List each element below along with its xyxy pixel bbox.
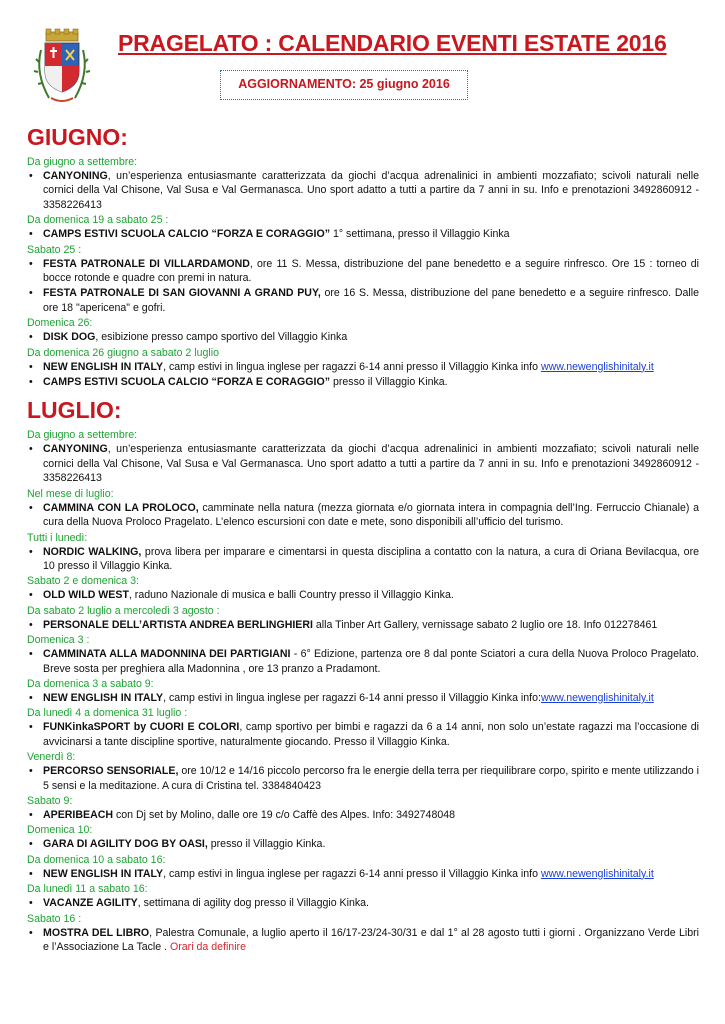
- event-description: 1° settimana, presso il Villaggio Kinka: [330, 228, 510, 241]
- event-name: MOSTRA DEL LIBRO: [43, 926, 150, 939]
- event-name: VACANZE AGILITY: [43, 897, 138, 910]
- event-description: camminate nella natura (mezza giornata e/o giornata intera in compagnia dell’Ing. Ferruccio Chianale) a cura della Nuova Proloco Pragelato. L’elenco escursioni con date e mete, sono disponibili all’ufficio del turismo.: [43, 501, 699, 529]
- event-name: GARA DI AGILITY DOG BY OASI,: [43, 838, 208, 851]
- event-date: Da domenica 26 giugno a sabato 2 luglio: [27, 346, 220, 359]
- event-date: Sabato 25 :: [27, 243, 82, 256]
- bullet-icon: •: [29, 287, 33, 300]
- event-item: [27, 691, 699, 705]
- event-description: , camp estivi in lingua inglese per ragazzi 6-14 anni presso il Villaggio Kinka info:: [163, 691, 541, 704]
- event-name: NEW ENGLISH IN ITALY: [43, 691, 164, 704]
- event-description: ore 16 S. Messa, distribuzione del pane benedetto e a seguire rinfresco. Dalle ore 18 "apericena" e gofri.: [43, 287, 699, 314]
- event-name: CAMMINA CON LA PROLOCO,: [43, 501, 199, 514]
- bullet-icon: •: [29, 501, 33, 514]
- event-date: Da lunedì 11 a sabato 16:: [27, 883, 148, 896]
- event-description: , un’esperienza entusiasmante caratterizzata da giochi d’acqua adrenalinici in ambienti mozzafiato; scivoli naturali nelle cornici della Val Chisone, Val Susa e Val Germanasca. Uno sport adatto a tutti a partire da 7 anni in su. Info e prenotazioni 3492860912 - 3358226413: [43, 443, 699, 485]
- page-title: PRAGELATO : CALENDARIO EVENTI ESTATE 2016: [118, 30, 667, 56]
- event-date: Sabato 9:: [27, 794, 73, 807]
- website-link[interactable]: www.newenglishinitaly.it: [540, 691, 654, 704]
- event-date: Da sabato 2 luglio a mercoledì 3 agosto :: [27, 604, 220, 617]
- bullet-icon: •: [29, 867, 33, 880]
- event-description: alla Tinber Art Gallery, vernissage sabato 2 luglio ore 18. Info 012278461: [312, 618, 658, 631]
- event-item: [27, 588, 699, 602]
- event-item: [27, 545, 699, 574]
- event-item: [27, 330, 699, 344]
- bullet-icon: •: [29, 360, 33, 373]
- event-item: [27, 227, 699, 241]
- event-date: Domenica 10:: [27, 824, 93, 837]
- bullet-icon: •: [29, 545, 33, 558]
- update-date-box: AGGIORNAMENTO: 25 giugno 2016: [220, 70, 468, 100]
- event-date: Da domenica 10 a sabato 16:: [27, 853, 166, 866]
- event-name: NEW ENGLISH IN ITALY: [43, 867, 164, 880]
- event-item: [27, 257, 699, 286]
- event-description: prova libera per imparare e cimentarsi in questa disciplina a contatto con la natura, a cura di Oriana Bevilacqua, ore 10 presso il Villaggio Kinka.: [43, 545, 699, 572]
- event-item: [27, 808, 699, 822]
- bullet-icon: •: [29, 926, 33, 939]
- event-item: [27, 867, 699, 881]
- event-description: , camp estivi in lingua inglese per ragazzi 6-14 anni presso il Villaggio Kinka info: [163, 867, 541, 880]
- event-item: [27, 286, 699, 315]
- event-item: [27, 764, 699, 793]
- event-name: FESTA PATRONALE DI VILLARDAMOND: [43, 257, 250, 270]
- event-description: , raduno Nazionale di musica e balli Country presso il Villaggio Kinka.: [128, 589, 454, 602]
- event-description: con Dj set by Molino, dalle ore 19 c/o Caffè des Alpes. Info: 3492748048: [113, 808, 456, 821]
- event-item: [27, 720, 699, 749]
- event-name: CANYONING: [43, 443, 108, 456]
- event-date: Tutti i lunedì:: [27, 531, 88, 544]
- bullet-icon: •: [29, 691, 33, 704]
- event-date: Da domenica 3 a sabato 9:: [27, 677, 154, 690]
- website-link[interactable]: www.newenglishinitaly.it: [540, 867, 654, 880]
- event-date: Da domenica 19 a sabato 25 :: [27, 214, 169, 227]
- event-description: , settimana di agility dog presso il Villaggio Kinka.: [137, 897, 369, 910]
- event-item: [27, 442, 699, 485]
- month-heading: LUGLIO:: [27, 397, 122, 424]
- event-name: PERCORSO SENSORIALE,: [43, 765, 179, 778]
- bullet-icon: •: [29, 618, 33, 631]
- event-name: CAMMINATA ALLA MADONNINA DEI PARTIGIANI: [43, 648, 291, 661]
- event-description: ore 10/12 e 14/16 piccolo percorso fra le energie della terra per riequilibrare corpo, spirito e mente utilizzando i 5 sensi e la meditazione. A cura di Cristina tel. 3384840423: [43, 765, 699, 792]
- month-heading: GIUGNO:: [27, 124, 128, 150]
- bullet-icon: •: [29, 838, 33, 851]
- event-name: CAMPS ESTIVI SCUOLA CALCIO “FORZA E CORAGGIO”: [43, 228, 331, 241]
- event-item: [27, 926, 699, 955]
- event-date: Da giugno a settembre:: [27, 156, 138, 168]
- bullet-icon: •: [29, 721, 33, 734]
- bullet-icon: •: [29, 648, 33, 661]
- event-item: [27, 360, 699, 374]
- event-description: presso il Villaggio Kinka.: [207, 838, 326, 851]
- event-name: NEW ENGLISH IN ITALY: [43, 360, 164, 373]
- bullet-icon: •: [29, 228, 33, 241]
- event-description: , camp sportivo per bimbi e ragazzi da 6 a 14 anni, non solo un’estate ragazzi ma l’occasione di avvicinarsi a tante discipline sportive, naturalmente giocando. Presso il Villaggio Kinka.: [43, 721, 699, 748]
- event-description: , un’esperienza entusiasmante caratterizzata da giochi d’acqua adrenalinici in ambienti mozzafiato; scivoli naturali nelle cornici della Val Chisone, Val Susa e Val Germanasca. Uno sport adatto a tutti a partire da 7 anni in su. Info e prenotazioni 3492860912 - 3358226413: [43, 170, 699, 211]
- event-note: Orari da definire: [170, 941, 246, 953]
- event-description: presso il Villaggio Kinka.: [330, 376, 448, 389]
- event-description: , camp estivi in lingua inglese per ragazzi 6-14 anni presso il Villaggio Kinka info: [163, 360, 541, 373]
- municipal-crest-icon: [33, 28, 91, 106]
- bullet-icon: •: [29, 765, 33, 778]
- bullet-icon: •: [29, 808, 33, 821]
- bullet-icon: •: [29, 897, 33, 910]
- event-name: DISK DOG: [43, 331, 96, 344]
- event-date: Da lunedì 4 a domenica 31 luglio :: [27, 707, 188, 720]
- event-name: FESTA PATRONALE DI SAN GIOVANNI A GRAND PUY,: [43, 287, 321, 300]
- event-description: - 6° Edizione, partenza ore 8 dal ponte Sciatori a cura della Nuova Proloco Pragelato. Breve sosta per preghiera alla Madonnina , ore 13 pranzo a Pradamont.: [43, 648, 699, 675]
- event-name: FUNKinkaSPORT by CUORI E COLORI: [43, 721, 240, 734]
- events-calendar: [27, 122, 699, 955]
- event-date: Nel mese di luglio:: [27, 487, 114, 500]
- event-name: CANYONING: [43, 170, 108, 182]
- event-date: Sabato 2 e domenica 3:: [27, 575, 139, 588]
- website-link[interactable]: www.newenglishinitaly.it: [540, 360, 654, 373]
- bullet-icon: •: [29, 443, 33, 456]
- event-date: Da giugno a settembre:: [27, 429, 138, 442]
- event-date: Domenica 3 :: [27, 634, 90, 647]
- event-description: , ore 11 S. Messa, distribuzione del pane benedetto e a seguire rinfresco. Ore 15 : torneo di bocce rotonde e quadre con premi in natura.: [43, 257, 700, 285]
- bullet-icon: •: [29, 376, 33, 389]
- bullet-icon: •: [29, 257, 33, 270]
- event-item: [27, 896, 699, 910]
- event-item: [27, 501, 699, 530]
- event-item: [27, 647, 699, 676]
- event-name: APERIBEACH: [43, 808, 114, 821]
- event-date: Venerdì 8:: [27, 751, 76, 764]
- event-item: [27, 169, 699, 212]
- event-item: [27, 837, 699, 851]
- event-description: , esibizione presso campo sportivo del Villaggio Kinka: [95, 331, 348, 344]
- event-item: [27, 618, 699, 632]
- bullet-icon: •: [29, 589, 33, 602]
- event-name: PERSONALE DELL’ARTISTA ANDREA BERLINGHIERI: [43, 618, 313, 631]
- event-description: , Palestra Comunale, a luglio aperto il 16/17-23/24-30/31 e dal 1° al 28 agosto tutti i giorni . Organizzano Verde Libri e l’Associazione La Tacle .: [43, 926, 700, 953]
- event-name: CAMPS ESTIVI SCUOLA CALCIO “FORZA E CORAGGIO”: [43, 376, 331, 389]
- event-date: Domenica 26:: [27, 317, 93, 330]
- event-name: OLD WILD WEST: [43, 589, 129, 602]
- bullet-icon: •: [29, 170, 33, 182]
- bullet-icon: •: [29, 331, 33, 344]
- event-item: [27, 375, 699, 389]
- event-name: NORDIC WALKING,: [43, 545, 142, 558]
- event-date: Sabato 16 :: [27, 912, 82, 925]
